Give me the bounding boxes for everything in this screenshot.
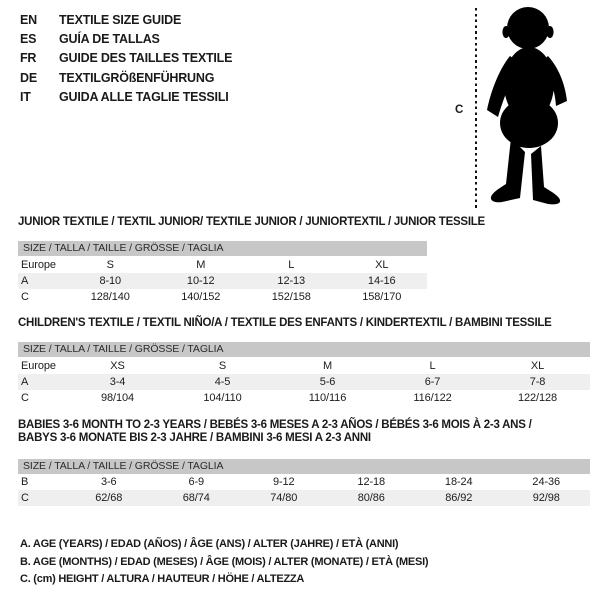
table-cell: 9-12 xyxy=(272,476,295,488)
guide-title-fr: GUIDE DES TAILLES TEXTILE xyxy=(59,51,233,66)
height-marker-label: C xyxy=(455,104,464,116)
size-header-cell: S xyxy=(106,258,114,271)
table-cell: 158/170 xyxy=(362,291,402,303)
row-label: C xyxy=(21,492,29,504)
babies-section-title-line1: BABIES 3-6 MONTH TO 2-3 YEARS / BEBÉS 3-6 MESES A 2-3 AÑOS / BÉBÉS 3-6 MOIS À 2-3 ANS / xyxy=(18,419,532,431)
babies-size-table xyxy=(18,474,590,506)
table-cell: 10-12 xyxy=(186,275,215,287)
row-label: A xyxy=(21,376,29,388)
table-cell: 152/158 xyxy=(271,291,311,303)
language-row-es xyxy=(20,30,232,49)
size-header-cell: XL xyxy=(375,258,389,271)
region-header-cell: Europe xyxy=(21,359,56,372)
junior-textile-section xyxy=(18,216,485,305)
children-size-bar: SIZE / TALLA / TAILLE / GRÖSSE / TAGLIA xyxy=(18,342,590,357)
language-row-de xyxy=(20,69,232,88)
size-header-cell: XL xyxy=(530,359,545,372)
babies-textile-section xyxy=(18,419,590,506)
table-cell: 24-36 xyxy=(532,476,561,488)
table-row-c xyxy=(18,490,590,506)
table-cell: 98/104 xyxy=(100,392,135,404)
children-size-table xyxy=(18,357,590,406)
table-cell: 110/116 xyxy=(308,392,347,404)
size-header-cell: S xyxy=(218,359,227,372)
language-code: DE xyxy=(20,70,37,85)
table-cell: 5-6 xyxy=(319,376,336,388)
table-cell: 80/86 xyxy=(357,492,385,504)
toddler-silhouette-image xyxy=(482,4,576,206)
table-cell: 62/68 xyxy=(95,492,123,504)
children-section-title: CHILDREN'S TEXTILE / TEXTIL NIÑO/A / TEXTILE DES ENFANTS / KINDERTEXTIL / BAMBINI TESSILE xyxy=(18,317,552,329)
size-header-cell: M xyxy=(322,359,333,372)
language-row-it xyxy=(20,88,232,107)
table-cell: 3-4 xyxy=(109,376,126,388)
table-cell: 14-16 xyxy=(367,275,396,287)
language-row-fr xyxy=(20,49,232,68)
table-cell: 7-8 xyxy=(529,376,546,388)
language-row-en xyxy=(20,11,232,30)
guide-title-it: GUIDA ALLE TAGLIE TESSILI xyxy=(59,89,229,104)
table-row-c xyxy=(18,289,427,305)
size-header-cell: XS xyxy=(110,359,125,372)
size-header-cell: M xyxy=(196,258,206,271)
row-label: C xyxy=(21,392,29,404)
table-cell: 12-13 xyxy=(277,275,306,287)
region-header-cell: Europe xyxy=(21,258,56,271)
note-age-years: A. AGE (YEARS) / EDAD (AÑOS) / ÂGE (ANS) / ALTER (JAHRE) / ETÀ (ANNI) xyxy=(20,538,399,550)
table-row-c xyxy=(18,390,590,406)
language-code: ES xyxy=(20,32,37,47)
height-measure-dashed-line xyxy=(475,8,477,208)
guide-title-es: GUÍA DE TALLAS xyxy=(59,32,160,47)
language-guide-list xyxy=(20,11,232,107)
junior-section-title: JUNIOR TEXTILE / TEXTIL JUNIOR/ TEXTILE JUNIOR / JUNIORTEXTIL / JUNIOR TESSILE xyxy=(18,216,485,228)
table-cell: 68/74 xyxy=(182,492,210,504)
babies-size-bar: SIZE / TALLA / TAILLE / GRÖSSE / TAGLIA xyxy=(18,459,590,474)
table-cell: 140/152 xyxy=(181,291,221,303)
table-cell: 6-7 xyxy=(424,376,441,388)
language-code: FR xyxy=(20,51,37,66)
row-label: B xyxy=(21,476,29,488)
guide-title-de: TEXTILGRÖßENFÜHRUNG xyxy=(59,70,215,85)
table-cell: 86/92 xyxy=(445,492,473,504)
junior-size-table xyxy=(18,256,427,305)
table-cell: 4-5 xyxy=(214,376,231,388)
table-header-row xyxy=(18,256,427,273)
size-header-cell: L xyxy=(429,359,436,372)
language-code: EN xyxy=(20,13,37,27)
note-height-cm: C. (cm) HEIGHT / ALTURA / HAUTEUR / HÖHE / ALTEZZA xyxy=(20,573,305,585)
babies-section-title-line2: BABYS 3-6 MONATE BIS 2-3 JAHRE / BAMBINI 3-6 MESI A 2-3 ANNI xyxy=(18,432,371,444)
table-cell: 6-9 xyxy=(188,476,205,488)
legend-notes xyxy=(20,536,428,589)
language-code: IT xyxy=(20,89,31,104)
table-cell: 18-24 xyxy=(444,476,473,488)
row-label: C xyxy=(21,291,29,303)
table-row-b xyxy=(18,474,590,490)
table-cell: 92/98 xyxy=(532,492,560,504)
table-header-row xyxy=(18,357,590,374)
note-age-months: B. AGE (MONTHS) / EDAD (MESES) / ÂGE (MOIS) / ALTER (MONATE) / ETÀ (MESI) xyxy=(20,555,429,568)
table-cell: 3-6 xyxy=(100,476,117,488)
table-row-a xyxy=(18,374,590,390)
table-cell: 8-10 xyxy=(99,275,122,287)
size-header-cell: L xyxy=(288,258,295,271)
table-cell: 74/80 xyxy=(270,492,298,504)
row-label: A xyxy=(21,275,29,287)
table-cell: 104/110 xyxy=(203,392,242,404)
children-textile-section xyxy=(18,317,590,406)
table-cell: 128/140 xyxy=(90,291,130,303)
table-cell: 12-18 xyxy=(357,476,386,488)
guide-title-en: TEXTILE SIZE GUIDE xyxy=(59,13,182,27)
table-cell: 122/128 xyxy=(517,392,558,404)
table-cell: 116/122 xyxy=(413,392,452,404)
table-row-a xyxy=(18,273,427,289)
junior-size-bar: SIZE / TALLA / TAILLE / GRÖSSE / TAGLIA xyxy=(18,241,427,256)
